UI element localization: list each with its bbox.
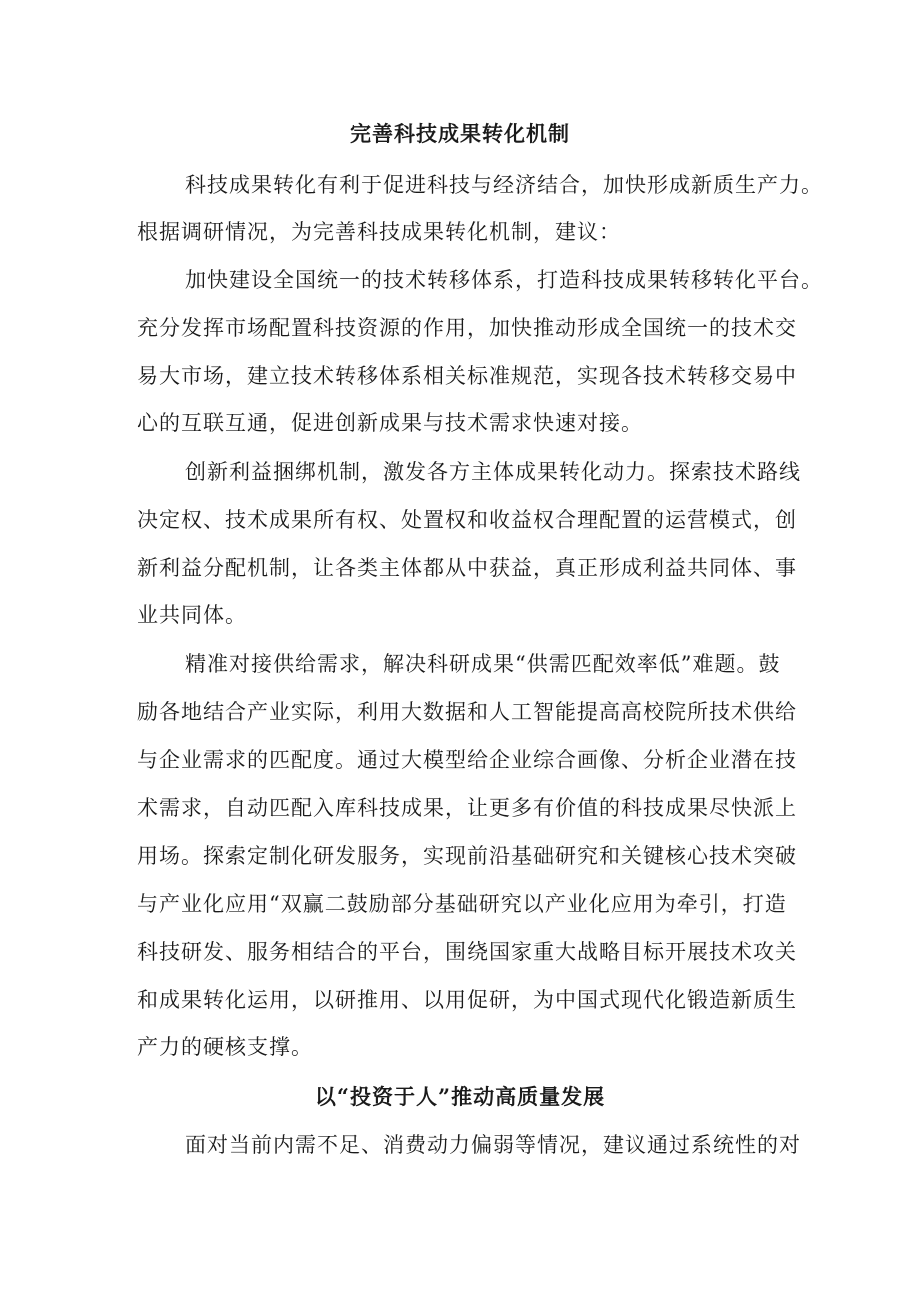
paragraph-line: 面对当前内需不足、消费动力偏弱等情况，建议通过系统性的对 — [185, 1133, 801, 1157]
paragraph-line: 用场。探索定制化研发服务，实现前沿基础研究和关键核心技术突破 — [137, 844, 797, 868]
paragraph-line: 充分发挥市场配置科技资源的作用，加快推动形成全国统一的技术交 — [137, 316, 797, 340]
paragraph-line: 创新利益捆绑机制，激发各方主体成果转化动力。探索技术路线 — [185, 460, 801, 484]
paragraph-line: 与企业需求的匹配度。通过大模型给企业综合画像、分析企业潜在技 — [137, 748, 797, 772]
paragraph-line: 科技成果转化有利于促进科技与经济结合，加快形成新质生产力。 — [185, 173, 823, 197]
paragraph-line: 根据调研情况，为完善科技成果转化机制，建议： — [137, 220, 621, 244]
paragraph-line: 科技研发、服务相结合的平台，围绕国家重大战略目标开展技术攻关 — [137, 940, 797, 964]
section-title: 完善科技成果转化机制 — [350, 121, 570, 146]
paragraph-line: 术需求，自动匹配入库科技成果，让更多有价值的科技成果尽快派上 — [137, 796, 797, 820]
paragraph-line: 新利益分配机制，让各类主体都从中获益，真正形成利益共同体、事 — [137, 556, 797, 580]
paragraph-line: 精准对接供给需求，解决科研成果“供需匹配效率低”难题。鼓 — [185, 652, 781, 676]
paragraph-line: 决定权、技术成果所有权、处置权和收益权合理配置的运营模式，创 — [137, 508, 797, 532]
section-title: 以“投资于人”推动高质量发展 — [314, 1084, 606, 1109]
paragraph-line: 产力的硬核支撑。 — [137, 1035, 313, 1059]
paragraph-line: 业共同体。 — [137, 603, 247, 627]
paragraph-line: 和成果转化运用，以研推用、以用促研，为中国式现代化锻造新质生 — [137, 988, 797, 1012]
paragraph-line: 加快建设全国统一的技术转移体系，打造科技成果转移转化平台。 — [185, 268, 823, 292]
paragraph-line: 励各地结合产业实际，利用大数据和人工智能提高高校院所技术供给 — [137, 700, 797, 724]
paragraph-line: 与产业化应用“双赢二鼓励部分基础研究以产业化应用为牵引，打造 — [137, 892, 787, 916]
paragraph-line: 易大市场，建立技术转移体系相关标准规范，实现各技术转移交易中 — [137, 364, 797, 388]
paragraph-line: 心的互联互通，促进创新成果与技术需求快速对接。 — [137, 411, 643, 435]
